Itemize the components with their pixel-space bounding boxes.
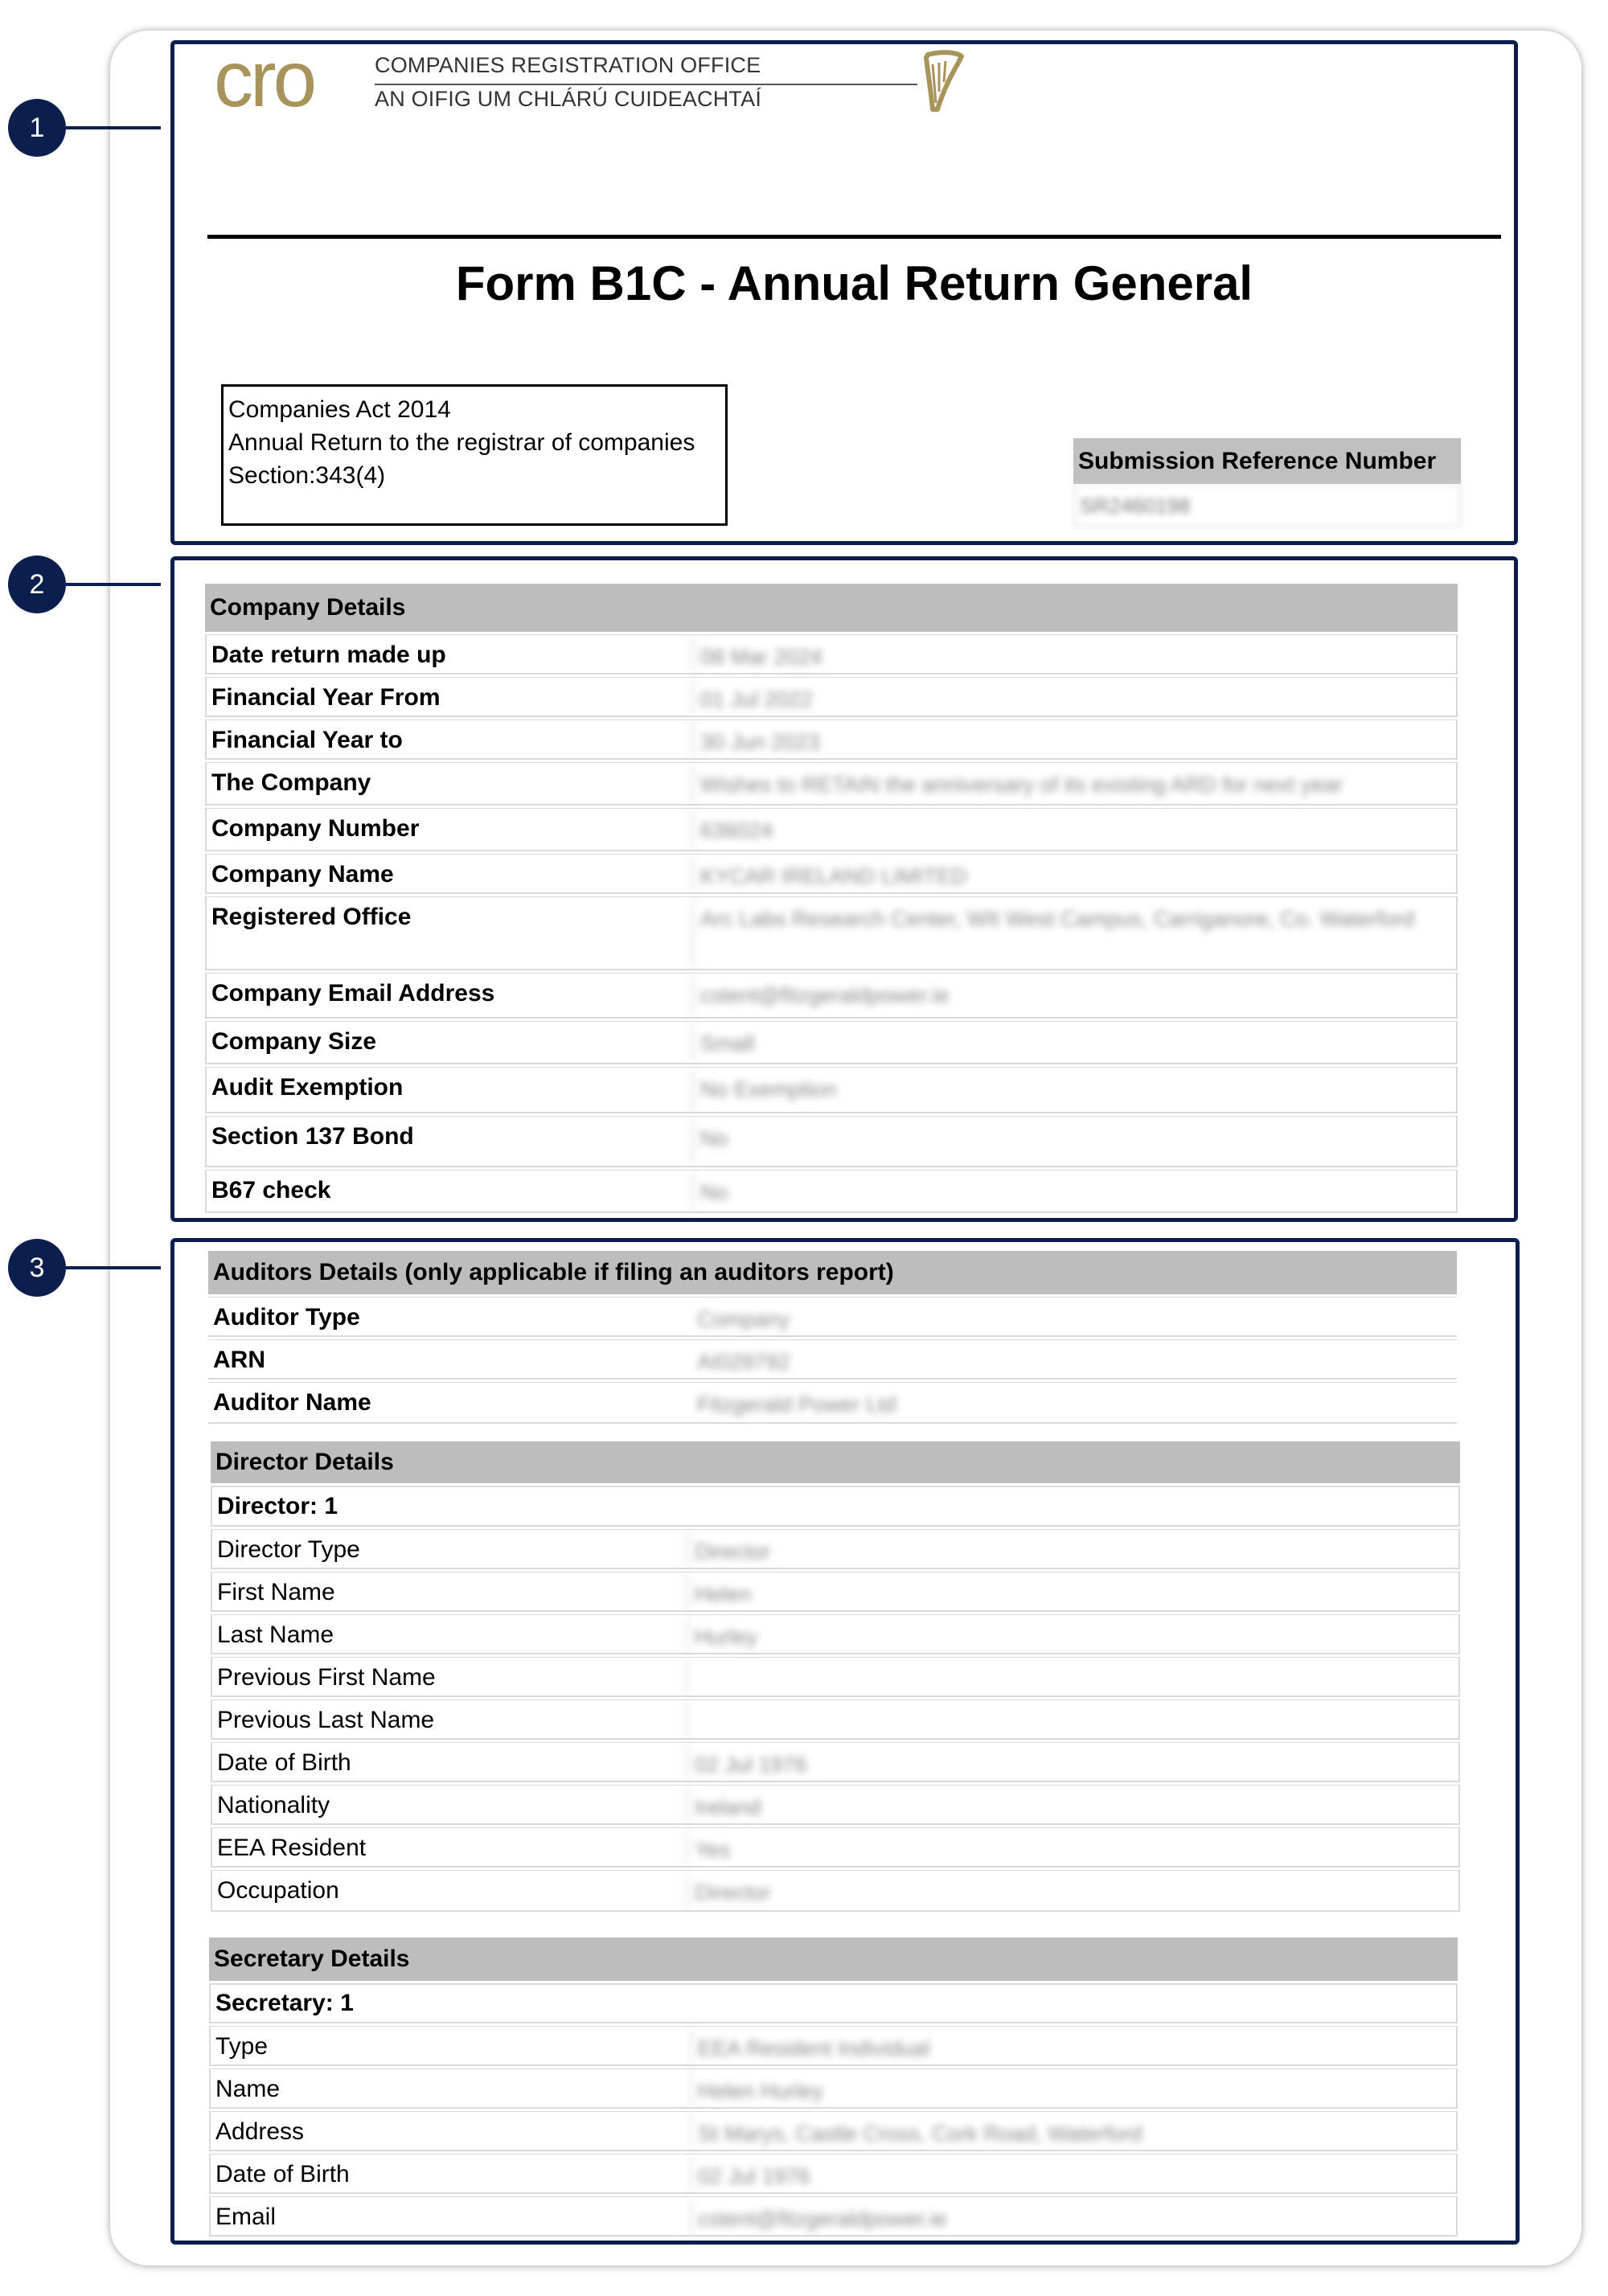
row-value: KYCAR IRELAND LIMITED	[692, 855, 1456, 892]
row-label: Type	[215, 2033, 269, 2060]
table-row	[211, 1870, 1460, 1912]
table-row	[205, 1116, 1458, 1167]
cro-logo-mark	[214, 50, 367, 114]
table-row	[205, 854, 1458, 894]
row-value: EEA Resident Individual	[690, 2027, 1456, 2064]
row-label: Section 137 Bond	[211, 1123, 414, 1150]
director-number: Director: 1	[211, 1486, 1460, 1527]
logo-line-irish: AN OIFIG UM CHLÁRÚ CUIDEACHTAÍ	[375, 87, 762, 111]
row-value: Arc Labs Research Center, WIt West Campus, Carriganore, Co. Waterford	[692, 897, 1456, 969]
row-value: 08 Mar 2024	[692, 635, 1456, 673]
row-value: Helen Hurley	[690, 2069, 1456, 2107]
row-label: Date return made up	[211, 642, 446, 668]
table-row	[205, 634, 1458, 674]
callout-line	[66, 583, 161, 586]
table-row	[209, 2068, 1458, 2109]
row-value: cstent@fitzgeraldpower.ie	[692, 974, 1456, 1017]
row-label: Audit Exemption	[211, 1074, 404, 1101]
secretary-details-table	[209, 1937, 1458, 2237]
row-label: Previous First Name	[217, 1664, 436, 1691]
row-label: Email	[215, 2204, 277, 2230]
row-label: Financial Year From	[211, 684, 441, 711]
table-row	[205, 720, 1458, 760]
table-row	[209, 2196, 1458, 2237]
table-row	[209, 2026, 1458, 2066]
harp-icon	[921, 50, 965, 114]
row-label: Auditor Name	[213, 1389, 371, 1416]
callout-line	[66, 1266, 161, 1269]
row-label: Company Name	[211, 861, 394, 888]
row-label: Name	[215, 2076, 281, 2102]
auditors-details-header: Auditors Details (only applicable if filing an auditors report)	[208, 1251, 1457, 1294]
cro-logo-text: cro	[214, 50, 314, 114]
row-label: Address	[215, 2118, 305, 2145]
submission-reference-value: SR2460198	[1073, 484, 1461, 527]
row-value: cstent@fitzgeraldpower.ie	[690, 2197, 1456, 2235]
row-label: Company Number	[211, 815, 420, 842]
secretary-details-header: Secretary Details	[209, 1937, 1458, 1981]
table-row	[205, 896, 1458, 970]
row-label: Date of Birth	[217, 1749, 351, 1776]
table-row	[209, 2111, 1458, 2151]
company-details-table	[205, 584, 1458, 1213]
submission-reference-label: Submission Reference Number	[1073, 438, 1461, 484]
row-value: No	[692, 1117, 1456, 1166]
row-label: Auditor Type	[213, 1304, 360, 1330]
table-row	[209, 2154, 1458, 2194]
callout-badge: 2	[8, 556, 66, 613]
row-value: AI029792	[697, 1350, 790, 1374]
row-label: First Name	[217, 1579, 335, 1605]
row-label: ARN	[213, 1347, 265, 1373]
row-label: Previous Last Name	[217, 1707, 435, 1733]
table-row	[205, 1021, 1458, 1064]
row-label: Director Type	[217, 1536, 360, 1563]
row-value: Yes	[687, 1828, 1458, 1866]
legislation-box	[221, 384, 728, 526]
company-details-header: Company Details	[205, 584, 1458, 632]
table-row	[205, 1067, 1458, 1113]
row-value: No	[692, 1171, 1456, 1212]
table-row	[208, 1339, 1457, 1380]
legislation-section: Section:343(4)	[228, 462, 386, 489]
row-value	[687, 1700, 1458, 1738]
logo-divider	[375, 84, 917, 85]
row-label: Occupation	[217, 1877, 339, 1904]
table-row	[205, 808, 1458, 851]
row-value: 30 Jun 2023	[692, 720, 1456, 758]
row-label: EEA Resident	[217, 1835, 367, 1861]
table-row	[211, 1785, 1460, 1825]
table-row	[205, 1170, 1458, 1213]
row-label: B67 check	[211, 1177, 331, 1203]
row-value: Small	[692, 1022, 1456, 1063]
row-value: Helen	[687, 1572, 1458, 1610]
row-label: Nationality	[217, 1792, 330, 1818]
table-row	[211, 1699, 1460, 1740]
row-label: Date of Birth	[215, 2161, 350, 2187]
table-row	[211, 1529, 1460, 1569]
table-row	[205, 762, 1458, 806]
row-label: Financial Year to	[211, 727, 403, 753]
row-value: 636024	[692, 809, 1456, 850]
secretary-number: Secretary: 1	[209, 1983, 1458, 2023]
callout-badge: 3	[8, 1239, 66, 1297]
logo-line-english: COMPANIES REGISTRATION OFFICE	[375, 53, 761, 77]
table-row	[211, 1572, 1460, 1612]
row-value: 01 Jul 2022	[692, 678, 1456, 715]
row-value: Ireland	[687, 1786, 1458, 1823]
legislation-act: Companies Act 2014	[228, 396, 451, 423]
table-row	[211, 1614, 1460, 1654]
callout-line	[66, 126, 161, 129]
row-label: Company Email Address	[211, 980, 495, 1007]
row-value: St Marys, Castle Cross, Cork Road, Waterford	[690, 2112, 1456, 2150]
callout-badge: 1	[8, 99, 66, 157]
row-value: 02 Jul 1976	[687, 1743, 1458, 1781]
row-value: Fitzgerald Power Ltd	[697, 1392, 896, 1417]
row-value: Company	[697, 1307, 790, 1331]
director-details-header: Director Details	[211, 1441, 1460, 1483]
director-details-table	[211, 1441, 1460, 1912]
table-row	[208, 1382, 1457, 1424]
table-row	[208, 1297, 1457, 1337]
row-value: 02 Jul 1976	[690, 2155, 1456, 2192]
row-label: Registered Office	[211, 904, 412, 930]
table-row	[205, 677, 1458, 717]
form-title: Form B1C - Annual Return General	[455, 256, 1253, 310]
row-label: The Company	[211, 769, 371, 796]
row-value: Director	[687, 1871, 1458, 1910]
auditors-details-table	[208, 1251, 1457, 1424]
row-value: Director	[687, 1530, 1458, 1568]
row-value: Wishes to RETAIN the anniversary of its existing ARD for next year	[692, 763, 1456, 804]
table-row	[205, 973, 1458, 1019]
table-row	[211, 1742, 1460, 1782]
legislation-purpose: Annual Return to the registrar of companies	[228, 429, 695, 456]
row-value: No Exemption	[692, 1068, 1456, 1112]
row-label: Last Name	[217, 1622, 334, 1648]
table-row	[211, 1827, 1460, 1868]
table-row	[211, 1657, 1460, 1697]
row-label: Company Size	[211, 1028, 377, 1055]
title-rule	[207, 235, 1501, 239]
row-value	[687, 1658, 1458, 1695]
row-value: Hurley	[687, 1615, 1458, 1653]
